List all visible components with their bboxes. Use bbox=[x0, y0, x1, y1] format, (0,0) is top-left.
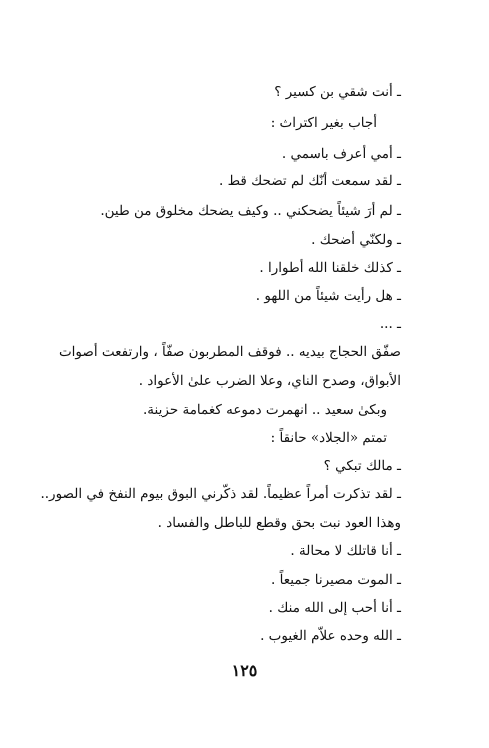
text-line: ـ كذلك خلقنا الله أطوارا . bbox=[259, 260, 401, 276]
text-line: ـ لقد تذكرت أمراً عظيماً. لقد ذكّرني البوق بيوم النفخ في الصور.. bbox=[40, 486, 401, 502]
text-line: أجاب بغير اكتراث : bbox=[270, 115, 377, 131]
text-line: الأبواق، وصدح الناي، وعلا الضرب علىٰ الأعواد . bbox=[138, 373, 401, 389]
text-line: ـ ولكنّي أضحك . bbox=[311, 232, 401, 248]
text-line: صفّق الحجاج بيديه .. فوقف المطربون صفّاً ، وارتفعت أصوات bbox=[58, 344, 401, 360]
text-line: ـ أنا قاتلك لا محالة . bbox=[290, 543, 401, 559]
text-line: ـ الله وحده علاّم الغيوب . bbox=[260, 628, 401, 644]
text-line: ـ لقد سمعت أنّك لم تضحك قط . bbox=[218, 173, 401, 189]
text-line: وبكىٰ سعيد .. انهمرت دموعه كغمامة حزينة. bbox=[143, 402, 387, 418]
text-line: ـ ... bbox=[379, 316, 401, 332]
text-line: تمتم «الجلاد» حانقاً : bbox=[270, 430, 387, 446]
text-line: ـ أنا أحب إلى الله منك . bbox=[268, 600, 401, 616]
text-line: ـ لم أرَ شيئاً يضحكني .. وكيف يضحك مخلوق من طين. bbox=[100, 203, 401, 219]
text-line: وهذا العود نبت بحق وقطع للباطل والفساد . bbox=[157, 515, 401, 531]
text-line: ـ مالك تبكي ؟ bbox=[323, 458, 401, 474]
page-number: ١٢٥ bbox=[231, 661, 258, 680]
text-line: ـ أنت شقي بن كسير ؟ bbox=[274, 84, 401, 100]
text-line: ـ هل رأيت شيئاً من اللهو . bbox=[255, 288, 401, 304]
text-line: ـ أمي أعرف باسمي . bbox=[281, 146, 401, 162]
text-line: ـ الموت مصيرنا جميعاً . bbox=[271, 572, 401, 588]
